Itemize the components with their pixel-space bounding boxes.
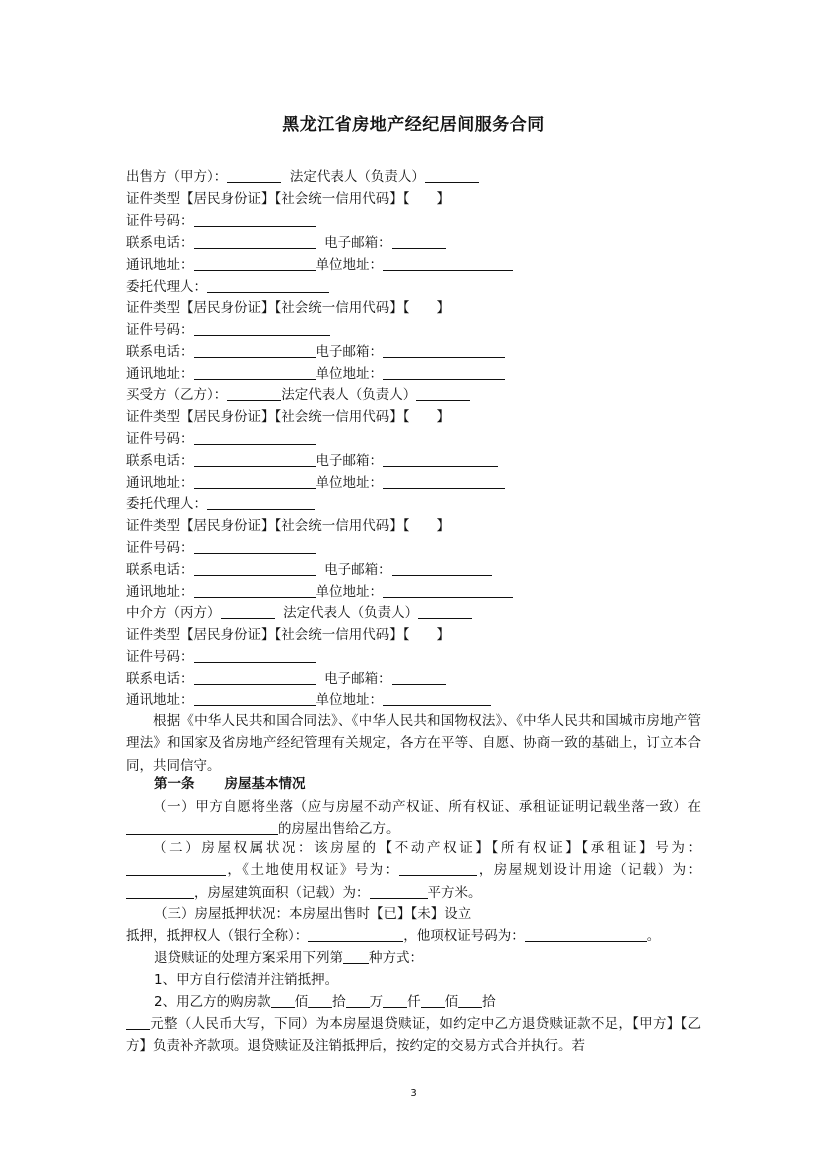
seller-proxy-address: 通讯地址： 单位地址： [126, 363, 505, 385]
buyer-id-number: 证件号码： [126, 428, 316, 450]
buyer-line: 买受方（乙方）： 法定代表人（负责人） [126, 384, 470, 406]
seller-name-blank [227, 167, 281, 183]
buyer-proxy-id-number: 证件号码： [126, 537, 316, 559]
seller-proxy-id-type: 证件类型【居民身份证】【社会统一信用代码】【 】 [126, 300, 450, 316]
seller-proxy: 委托代理人： [126, 276, 329, 298]
agent-id-type: 证件类型【居民身份证】【社会统一信用代码】【 】 [126, 627, 450, 643]
seller-id-type: 证件类型【居民身份证】【社会统一信用代码】【 】 [126, 191, 450, 207]
buyer-rep-blank [416, 385, 470, 401]
seller-phone-email: 联系电话： 电子邮箱： [126, 232, 446, 254]
redeem-option-2: 2、用乙方的购房款 佰 拾 万 仟 佰 拾 [154, 994, 496, 1010]
buyer-proxy-id-type: 证件类型【居民身份证】【社会统一信用代码】【 】 [126, 518, 450, 534]
redeem-option-2-continued: 元整（人民币大写，下同）为本房屋退贷赎证，如约定中乙方退贷赎证款不足，【甲方】【乙方】负责补齐款项。退贷赎证及注销抵押后，按约定的交易方式合并执行。若 [126, 1016, 701, 1055]
seller-proxy-phone-email: 联系电话： 电子邮箱： [126, 341, 505, 363]
buyer-proxy-phone-email: 联系电话： 电子邮箱： [126, 559, 492, 581]
article-1-heading: 第一条 房屋基本情况 [154, 776, 306, 792]
seller-id-number: 证件号码： [126, 210, 316, 232]
agent-id-number: 证件号码： [126, 646, 316, 668]
clause-2: （二）房屋权属状况：该房屋的【不动产权证】【所有权证】【承租证】号为：，《土地使用权证》号为： ，房屋规划设计用途（记载）为：，房屋建筑面积（记载）为： 平方米。 [126, 837, 701, 904]
buyer-proxy: 委托代理人： [126, 493, 315, 515]
redeem-line: 退贷赎证的处理方案采用下列第 种方式： [154, 950, 423, 966]
page-number: 3 [410, 1088, 417, 1099]
agent-line: 中介方（丙方） 法定代表人（负责人） [126, 602, 472, 624]
redeem-option-1: 1、甲方自行偿清并注销抵押。 [154, 972, 339, 988]
agent-phone-email: 联系电话： 电子邮箱： [126, 668, 446, 690]
buyer-phone-email: 联系电话： 电子邮箱： [126, 450, 498, 472]
seller-proxy-id-number: 证件号码： [126, 319, 330, 341]
buyer-name-blank [227, 385, 281, 401]
agent-address: 通讯地址： 单位地址： [126, 689, 491, 711]
document-title: 黑龙江省房地产经纪居间服务合同 [282, 115, 545, 135]
clause-1: （一）甲方自愿将坐落（应与房屋不动产权证、所有权证、承租证证明记载坐落一致）在的房屋出售给乙方。 [126, 796, 701, 841]
clause-3-line-2: 抵押，抵押权人（银行全称）： ，他项权证号码为： 。 [126, 928, 661, 944]
buyer-id-type: 证件类型【居民身份证】【社会统一信用代码】【 】 [126, 409, 450, 425]
buyer-address: 通讯地址： 单位地址： [126, 472, 505, 494]
seller-address: 通讯地址： 单位地址： [126, 254, 513, 276]
clause-3-line-1: （三）房屋抵押状况：本房屋出售时【已】【未】设立 [154, 906, 472, 922]
seller-line: 出售方（甲方）： 法定代表人（负责人） [126, 166, 479, 188]
agent-name-blank [221, 603, 275, 619]
buyer-proxy-address: 通讯地址： 单位地址： [126, 581, 513, 603]
seller-rep-blank [425, 167, 479, 183]
intro-paragraph: 根据《中华人民共和国合同法》、《中华人民共和国物权法》、《中华人民共和国城市房地产管理法》和国家及省房地产经纪管理有关规定，各方在平等、自愿、协商一致的基础上，订立本合同，共同信守。 [126, 713, 701, 774]
agent-rep-blank [418, 603, 472, 619]
